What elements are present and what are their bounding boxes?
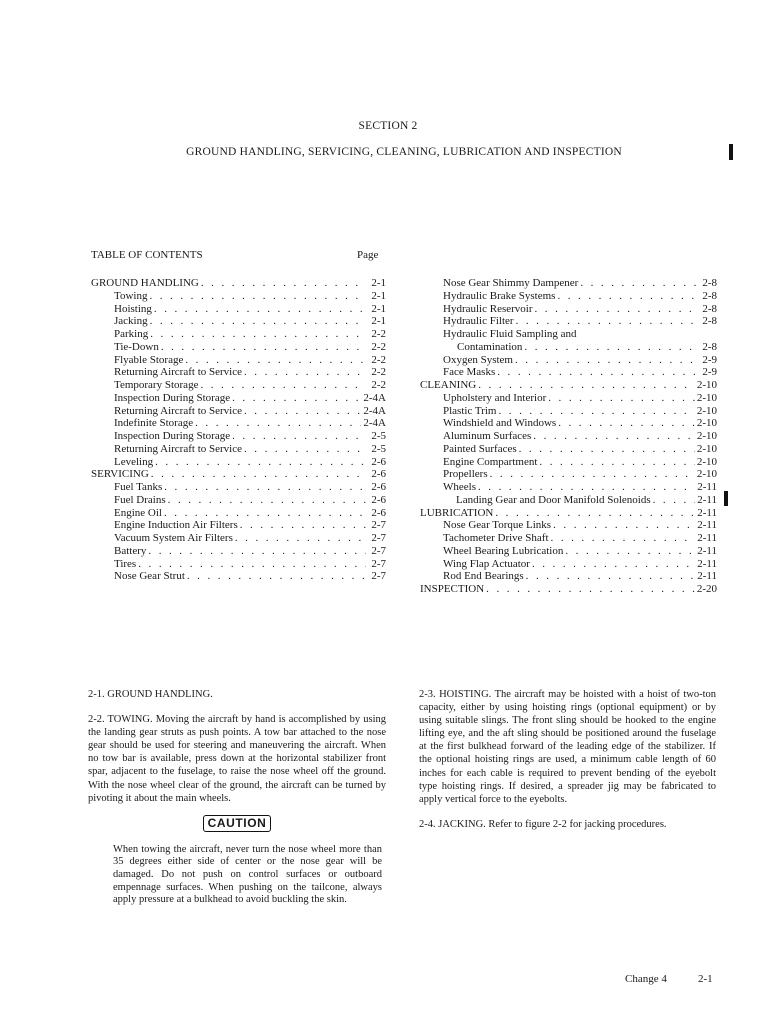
toc-leader-dots: [558, 417, 695, 430]
toc-entry-page: 2-9: [702, 366, 717, 379]
toc-leader-dots: [499, 405, 695, 418]
toc-entry-page: 2-8: [702, 340, 717, 353]
toc-entry: [420, 290, 717, 303]
toc-entry: [91, 430, 386, 443]
toc-entry-page: 2-2: [371, 379, 386, 391]
toc-entry-page: 2-10: [696, 430, 717, 442]
toc-leader-dots: [553, 519, 695, 532]
toc-leader-dots: [532, 558, 695, 571]
toc-entry-title: Parking: [114, 328, 149, 340]
toc-entry: [91, 468, 386, 481]
toc-entry-page: 2-7: [371, 557, 386, 570]
toc-leader-dots: [201, 277, 366, 290]
toc-entry-title: Fuel Drains: [114, 493, 166, 506]
toc-entry-page: 2-5: [371, 442, 386, 455]
toc-leader-dots: [526, 570, 696, 583]
toc-entry-page: 2-1: [371, 315, 386, 328]
toc-entry: [91, 328, 386, 341]
toc-left-column: [91, 277, 386, 583]
toc-leader-dots: [168, 494, 366, 507]
toc-leader-dots: [148, 545, 366, 558]
toc-entry: [91, 341, 386, 354]
toc-leader-dots: [524, 341, 697, 354]
toc-entry-page: 2-2: [371, 340, 386, 353]
toc-entry-page: 2-5: [371, 430, 386, 442]
toc-entry: [91, 277, 386, 290]
toc-entry: [91, 379, 386, 392]
toc-entry: [91, 507, 386, 520]
toc-leader-dots: [185, 354, 366, 367]
toc-leader-dots: [164, 507, 366, 520]
toc-entry-page: 2-11: [697, 532, 717, 544]
toc-entry: [420, 379, 717, 392]
left-body-column: [88, 688, 386, 907]
toc-entry: [420, 277, 717, 290]
toc-page-heading: Page: [357, 249, 379, 261]
toc-entry-page: 2-6: [371, 455, 386, 468]
toc-entry-title: Tachometer Drive Shaft: [443, 532, 549, 544]
toc-entry-page: 2-7: [371, 532, 386, 544]
toc-entry-title: Nose Gear Torque Links: [443, 519, 552, 532]
toc-leader-dots: [519, 443, 695, 456]
toc-leader-dots: [155, 456, 366, 469]
toc-entry-title: Oxygen System: [443, 353, 513, 366]
toc-entry-page: 2-6: [371, 468, 386, 481]
toc-entry-title: GROUND HANDLING: [91, 277, 199, 289]
toc-entry: [420, 468, 717, 481]
toc-entry: [420, 519, 717, 532]
toc-entry: [420, 366, 717, 379]
toc-entry-page: 2-10: [696, 455, 717, 468]
toc-entry-page: 2-2: [371, 353, 386, 366]
toc-entry-title: Nose Gear Shimmy Dampener: [443, 277, 579, 289]
toc-leader-dots: [653, 494, 696, 507]
toc-entry-page: 2-1: [371, 289, 386, 302]
toc-entry: [91, 456, 386, 469]
toc-entry-title: Hoisting: [114, 302, 152, 315]
toc-leader-dots: [539, 456, 694, 469]
toc-entry-page: 2-11: [697, 506, 717, 519]
toc-entry-title: Battery: [114, 544, 147, 557]
toc-entry: [91, 354, 386, 367]
toc-entry: [91, 290, 386, 303]
toc-entry: [420, 481, 717, 494]
toc-entry-page: 2-7: [371, 570, 386, 583]
toc-entry-page: 2-10: [696, 442, 717, 455]
toc-leader-dots: [516, 315, 697, 328]
toc-entry-title: Face Masks: [443, 366, 496, 379]
toc-entry-title: Leveling: [114, 455, 154, 468]
toc-entry-title: Plastic Trim: [443, 404, 497, 417]
toc-entry-page: 2-2: [371, 328, 386, 340]
toc-entry-page: 2-11: [697, 570, 717, 583]
toc-entry: [420, 328, 717, 341]
toc-entry-page: 2-11: [697, 493, 717, 506]
toc-leader-dots: [138, 558, 366, 571]
toc-entry-page: 2-9: [702, 353, 717, 366]
toc-entry: [91, 558, 386, 571]
toc-entry: [420, 558, 717, 571]
toc-leader-dots: [244, 405, 361, 418]
toc-entry: [91, 545, 386, 558]
toc-leader-dots: [478, 379, 695, 392]
footer-change: Change 4: [625, 973, 667, 985]
toc-entry: [91, 494, 386, 507]
toc-leader-dots: [490, 468, 695, 481]
caution-label: CAUTION: [203, 815, 272, 832]
toc-heading: TABLE OF CONTENTS: [91, 249, 203, 261]
toc-entry-title: Towing: [114, 289, 148, 302]
toc-entry: [420, 545, 717, 558]
toc-entry: [420, 354, 717, 367]
toc-entry-page: 2-2: [371, 366, 386, 379]
toc-leader-dots: [187, 570, 366, 583]
toc-entry-page: 2-1: [371, 302, 386, 315]
toc-entry: [91, 405, 386, 418]
toc-entry: [91, 392, 386, 405]
toc-entry: [420, 456, 717, 469]
toc-entry-page: 2-7: [371, 519, 386, 532]
toc-entry-title: Vacuum System Air Filters: [114, 532, 233, 544]
toc-entry-title: Temporary Storage: [114, 379, 199, 391]
toc-leader-dots: [557, 290, 697, 303]
toc-entry: [420, 583, 717, 596]
toc-entry: [420, 494, 717, 507]
caution-header: [88, 815, 386, 832]
toc-entry-page: 2-7: [371, 544, 386, 557]
toc-entry: [420, 532, 717, 545]
toc-entry-page: 2-20: [696, 583, 717, 595]
toc-entry: [420, 570, 717, 583]
toc-entry-title: Wheels: [443, 481, 476, 493]
toc-entry-page: 2-6: [371, 481, 386, 493]
toc-entry: [91, 519, 386, 532]
right-body-column: [419, 688, 716, 831]
toc-entry: [91, 443, 386, 456]
toc-entry: [420, 443, 717, 456]
toc-entry-page: 2-4A: [363, 391, 386, 404]
toc-leader-dots: [195, 417, 361, 430]
toc-leader-dots: [533, 430, 695, 443]
toc-entry-page: 2-10: [696, 404, 717, 417]
toc-entry: [91, 315, 386, 328]
toc-leader-dots: [164, 481, 366, 494]
toc-entry-page: 2-10: [696, 417, 717, 430]
toc-entry-title: Indefinite Storage: [114, 417, 194, 430]
toc-entry-title: Hydraulic Reservoir: [443, 302, 533, 315]
toc-entry: [420, 405, 717, 418]
toc-leader-dots: [200, 379, 366, 392]
toc-leader-dots: [515, 354, 697, 367]
toc-entry-title: Returning Aircraft to Service: [114, 442, 242, 455]
toc-entry-title: SERVICING: [91, 468, 149, 481]
toc-entry-page: 2-8: [702, 277, 717, 289]
toc-entry-title: INSPECTION: [420, 583, 485, 595]
paragraph-2-4: 2-4. JACKING. Refer to figure 2-2 for jacking procedures.: [419, 818, 667, 830]
toc-leader-dots: [478, 481, 695, 494]
toc-entry: [91, 366, 386, 379]
toc-leader-dots: [232, 392, 361, 405]
toc-leader-dots: [486, 583, 695, 596]
toc-entry-page: 2-4A: [363, 404, 386, 417]
toc-entry-title: Painted Surfaces: [443, 442, 517, 455]
toc-entry-page: 2-8: [702, 289, 717, 302]
toc-entry: [420, 303, 717, 316]
change-bar-toc: [724, 491, 728, 506]
toc-entry-title: Rod End Bearings: [443, 570, 524, 583]
toc-entry-page: 2-8: [702, 315, 717, 328]
toc-entry-title: Hydraulic Fluid Sampling and: [443, 328, 577, 340]
toc-leader-dots: [150, 328, 366, 341]
toc-leader-dots: [149, 290, 366, 303]
toc-entry-title: Inspection During Storage: [114, 430, 231, 442]
toc-entry-title: Flyable Storage: [114, 353, 184, 366]
toc-leader-dots: [151, 468, 366, 481]
toc-entry-page: 2-1: [371, 277, 386, 289]
toc-entry: [420, 430, 717, 443]
toc-leader-dots: [580, 277, 697, 290]
toc-entry: [91, 303, 386, 316]
footer-page-number: 2-1: [698, 973, 713, 985]
toc-leader-dots: [495, 507, 695, 520]
toc-entry-title: CLEANING: [420, 379, 477, 391]
toc-entry-title: Inspection During Storage: [114, 391, 231, 404]
toc-entry-page: 2-11: [697, 481, 717, 493]
toc-leader-dots: [240, 519, 366, 532]
toc-entry-title: Tie-Down: [114, 340, 159, 353]
toc-entry-page: 2-10: [696, 391, 717, 404]
toc-entry-title: Fuel Tanks: [114, 481, 163, 493]
toc-entry-title: Jacking: [114, 315, 148, 328]
toc-entry-title: Hydraulic Filter: [443, 315, 514, 328]
toc-leader-dots: [161, 341, 366, 354]
toc-entry-title: Upholstery and Interior: [443, 391, 547, 404]
toc-entry-page: 2-6: [371, 493, 386, 506]
toc-entry: [420, 392, 717, 405]
toc-leader-dots: [535, 303, 698, 316]
toc-entry-page: 2-10: [696, 468, 717, 481]
toc-entry-title: Returning Aircraft to Service: [114, 404, 242, 417]
toc-leader-dots: [548, 392, 695, 405]
toc-entry-title: Propellers: [443, 468, 488, 481]
toc-leader-dots: [497, 366, 697, 379]
toc-entry: [420, 341, 717, 354]
toc-leader-dots: [150, 315, 366, 328]
toc-entry: [420, 507, 717, 520]
toc-entry-page: 2-11: [697, 544, 717, 557]
toc-entry-page: 2-11: [697, 519, 717, 532]
change-bar-title: [729, 144, 733, 160]
toc-entry-page: 2-8: [702, 302, 717, 315]
toc-leader-dots: [244, 366, 366, 379]
toc-leader-dots: [235, 532, 366, 545]
toc-leader-dots: [232, 430, 366, 443]
toc-entry: [91, 481, 386, 494]
toc-entry-title: Engine Induction Air Filters: [114, 519, 238, 532]
caution-text: When towing the aircraft, never turn the nose wheel more than 35 degrees either side of center or the nose gear will be damaged. Do not push on control surfaces or outboard empennage surfaces. When pushing on the tailcone, always apply pressure at a bulkhead to avoid buckling the skin.: [113, 843, 382, 906]
toc-entry-title: Wing Flap Actuator: [443, 557, 530, 570]
toc-entry: [420, 315, 717, 328]
paragraph-2-3: 2-3. HOISTING. The aircraft may be hoisted with a hoist of two-ton capacity, either by using hoisting rings (optional equipment) or by using suitable slings. The front sling should be hooked to the engine lifting eye, and the aft sling should be positioned around the fuselage at the first bulkhead forward of the leading edge of the stabilizer. If the optional hoisting rings are used, a minimum cable length of 60 inches for each cable is required to prevent bending of the eyebolt type hoisting rings. If desired, a spreader jig may be fabricated to apply vertical force to the eyebolts.: [419, 689, 716, 805]
toc-leader-dots: [551, 532, 696, 545]
toc-entry: [91, 570, 386, 583]
toc-leader-dots: [154, 303, 366, 316]
toc-entry-title: Hydraulic Brake Systems: [443, 289, 556, 302]
toc-right-column: [420, 277, 717, 596]
toc-entry-page: 2-11: [697, 557, 717, 570]
toc-entry-title: Landing Gear and Door Manifold Solenoids: [456, 493, 651, 506]
toc-entry-title: Engine Oil: [114, 506, 162, 519]
paragraph-2-2: 2-2. TOWING. Moving the aircraft by hand is accomplished by using the landing gear struts as push points. A tow bar attached to the nose gear should be used for steering and maneuvering the aircraft. When no tow bar is available, press down at the horizontal stabilizer front spar, adjacent to the fuselage, to raise the nose wheel off the ground. With the nose wheel clear of the ground, the aircraft can be turned by pivoting it about the main wheels.: [88, 714, 386, 804]
toc-entry-title: Wheel Bearing Lubrication: [443, 544, 564, 557]
section-heading: SECTION 2: [358, 120, 418, 132]
toc-entry-title: Nose Gear Strut: [114, 570, 185, 583]
toc-entry: [91, 532, 386, 545]
page-title: GROUND HANDLING, SERVICING, CLEANING, LUBRICATION AND INSPECTION: [186, 146, 622, 158]
toc-entry-title: Contamination: [457, 340, 523, 353]
toc-entry-page: 2-6: [371, 506, 386, 519]
toc-entry-title: Returning Aircraft to Service: [114, 366, 242, 379]
toc-entry-page: 2-4A: [363, 417, 386, 430]
toc-entry-title: Tires: [114, 557, 137, 570]
paragraph-2-1: 2-1. GROUND HANDLING.: [88, 689, 213, 700]
toc-entry-title: Engine Compartment: [443, 455, 538, 468]
toc-entry-page: 2-10: [696, 379, 717, 391]
toc-leader-dots: [565, 545, 695, 558]
toc-entry-title: Aluminum Surfaces: [443, 430, 532, 442]
toc-leader-dots: [244, 443, 366, 456]
toc-entry-title: Windshield and Windows: [443, 417, 557, 430]
toc-entry-title: LUBRICATION: [420, 506, 494, 519]
toc-entry: [420, 417, 717, 430]
toc-entry: [91, 417, 386, 430]
